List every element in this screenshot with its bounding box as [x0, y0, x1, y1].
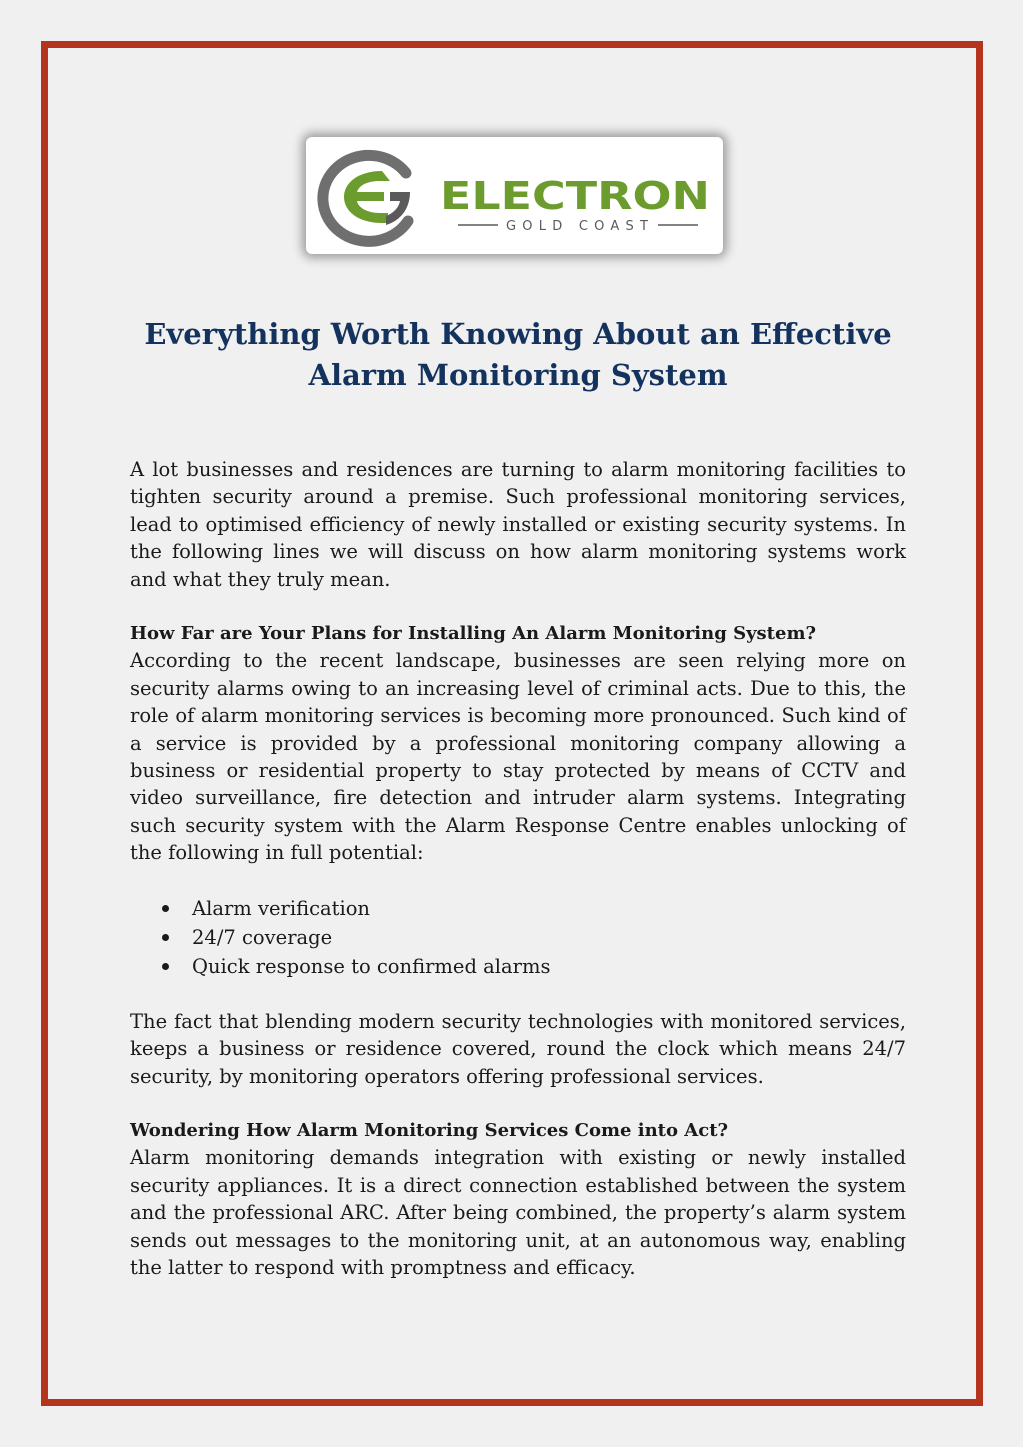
- section1-heading: How Far are Your Plans for Installing An Alarm Monitoring System?: [130, 623, 817, 645]
- list-item: Quick response to confirmed alarms: [192, 952, 906, 981]
- logo-tagline-text: GOLD COAST: [506, 219, 651, 234]
- logo-e-icon: [344, 171, 390, 223]
- document-title: [88, 314, 948, 396]
- list-item: 24/7 coverage: [192, 923, 906, 952]
- page-frame: [41, 41, 983, 1406]
- feature-list: [130, 894, 906, 981]
- logo-brand-text: ELECTRON: [440, 174, 710, 218]
- section2-paragraph: Alarm monitoring demands integration with existing or newly installed security appliances. It is a direct connection established between the system and the professional ARC. After being combined, the property’s alarm system sends out messages to the monitoring unit, at an autonomous way, enabling the latter to respond with promptness and efficacy.: [130, 1146, 906, 1279]
- intro-paragraph: A lot businesses and residences are turning to alarm monitoring facilities to tighten security around a premise. Such professional monitoring services, lead to optimised efficiency of newly installed or existing security systems. In the following lines we will discuss on how alarm monitoring systems work and what they truly mean.: [130, 458, 906, 591]
- section1-closing-paragraph: The fact that blending modern security technologies with monitored services, keeps a business or residence covered, round the clock which means 24/7 security, by monitoring operators offering professional services.: [130, 1009, 906, 1088]
- document-body: [130, 456, 906, 1281]
- bullet-icon: [162, 905, 169, 912]
- title-line-1: Everything Worth Knowing About an Effective: [144, 317, 892, 351]
- bullet-icon: [162, 963, 169, 970]
- bullet-icon: [162, 934, 169, 941]
- electron-logo-graphic: [306, 137, 723, 254]
- company-logo: [306, 137, 723, 254]
- title-line-2: Alarm Monitoring System: [308, 358, 728, 392]
- section2-heading: Wondering How Alarm Monitoring Services Come into Act?: [130, 1119, 729, 1141]
- section1-paragraph: According to the recent landscape, businesses are seen relying more on security alarms owing to an increasing level of criminal acts. Due to this, the role of alarm monitoring services is becoming more pronounced. Such kind of a service is provided by a professional monitoring company allowing a business or residential property to stay protected by means of CCTV and video surveillance, fire detection and intruder alarm systems. Integrating such security system with the Alarm Response Centre enables unlocking of the following in full potential:: [130, 649, 906, 865]
- list-item: Alarm verification: [192, 894, 906, 923]
